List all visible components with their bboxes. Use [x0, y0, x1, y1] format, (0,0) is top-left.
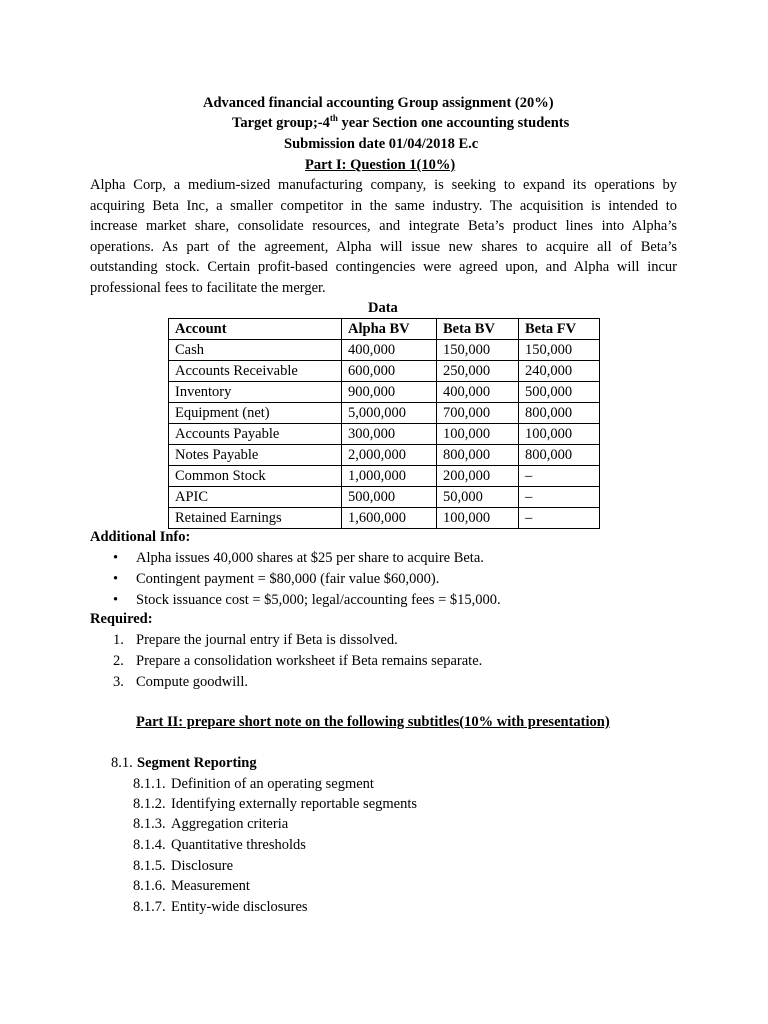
required-number: 3. — [113, 674, 124, 690]
subitem-text: Aggregation criteria — [171, 816, 289, 832]
table-cell: 150,000 — [437, 340, 519, 361]
table-cell: 2,000,000 — [342, 445, 437, 466]
table-cell: Notes Payable — [169, 445, 342, 466]
subitem-text: Disclosure — [171, 858, 234, 874]
table-cell: Retained Earnings — [169, 508, 342, 529]
submission-date: Submission date 01/04/2018 E.c — [284, 136, 479, 152]
intro-line: professional fees to facilitate the merger. — [90, 279, 326, 296]
table-row — [169, 487, 600, 508]
table-cell: 240,000 — [519, 361, 600, 382]
table-row — [169, 445, 600, 466]
table-row — [169, 382, 600, 403]
additional-info-item: Contingent payment = $80,000 (fair value $60,000). — [136, 571, 440, 587]
table-cell: 1,600,000 — [342, 508, 437, 529]
table-cell: 800,000 — [437, 445, 519, 466]
table-cell: 500,000 — [519, 382, 600, 403]
table-cell: 250,000 — [437, 361, 519, 382]
intro-line: acquiring Beta Inc, a smaller competitor in the same industry. The acquisition is intended to — [90, 197, 677, 214]
ordinal-suffix: th — [329, 113, 338, 124]
assignment-title: Advanced financial accounting Group assignment (20%) — [203, 95, 554, 111]
table-cell: 100,000 — [437, 508, 519, 529]
additional-info-title: Additional Info: — [90, 529, 191, 545]
intro-line: increase market share, consolidate resources, and integrate Beta’s product lines into Alpha’s — [90, 218, 677, 235]
subitem-number: 8.1.6. — [133, 878, 166, 894]
table-row — [169, 361, 600, 382]
required-item: Prepare a consolidation worksheet if Beta remains separate. — [136, 653, 483, 669]
table-row — [169, 466, 600, 487]
bullet-icon: • — [113, 571, 119, 587]
table-cell: Accounts Payable — [169, 424, 342, 445]
required-number: 2. — [113, 653, 124, 669]
table-cell: 400,000 — [437, 382, 519, 403]
table-cell: – — [519, 466, 600, 487]
additional-info-item: Alpha issues 40,000 shares at $25 per share to acquire Beta. — [136, 550, 484, 566]
table-cell: 400,000 — [342, 340, 437, 361]
target-group-prefix: Target group;-4 — [232, 115, 330, 131]
subitem-number: 8.1.2. — [133, 796, 166, 812]
subitem-number: 8.1.7. — [133, 899, 166, 915]
table-cell: 100,000 — [437, 424, 519, 445]
table-cell: 800,000 — [519, 403, 600, 424]
header-cell: Alpha BV — [342, 319, 437, 340]
table-cell: Accounts Receivable — [169, 361, 342, 382]
subitem-text: Identifying externally reportable segments — [171, 796, 418, 812]
table-cell: 5,000,000 — [342, 403, 437, 424]
table-row — [169, 340, 600, 361]
subitem-text: Measurement — [171, 878, 250, 894]
table-cell: – — [519, 508, 600, 529]
table-cell: 500,000 — [342, 487, 437, 508]
table-cell: Equipment (net) — [169, 403, 342, 424]
section-number: 8.1. — [111, 755, 133, 771]
intro-line: operations. As part of the agreement, Alpha will issue new shares to acquire all of Beta’s — [90, 238, 677, 255]
part2-title: Part II: prepare short note on the following subtitles(10% with presentation) — [136, 714, 610, 730]
table-cell: – — [519, 487, 600, 508]
table-cell: 100,000 — [519, 424, 600, 445]
table-cell: Cash — [169, 340, 342, 361]
table-row — [169, 424, 600, 445]
header-cell: Account — [169, 319, 342, 340]
table-cell: Common Stock — [169, 466, 342, 487]
table-cell: 1,000,000 — [342, 466, 437, 487]
table-caption: Data — [368, 300, 398, 316]
table-row — [169, 508, 600, 529]
required-item: Compute goodwill. — [136, 674, 248, 690]
table-cell: APIC — [169, 487, 342, 508]
header-cell: Beta FV — [519, 319, 600, 340]
bullet-icon: • — [113, 592, 119, 608]
subitem-number: 8.1.3. — [133, 816, 166, 832]
additional-info-item: Stock issuance cost = $5,000; legal/accounting fees = $15,000. — [136, 592, 501, 608]
table-cell: 900,000 — [342, 382, 437, 403]
section-title: Segment Reporting — [137, 755, 257, 771]
table-header-row — [169, 319, 600, 340]
intro-line: outstanding stock. Certain profit-based contingencies were agreed upon, and Alpha will incur — [90, 259, 677, 276]
table-cell: 300,000 — [342, 424, 437, 445]
data-table — [168, 318, 600, 529]
target-group-suffix: year Section one accounting students — [337, 115, 570, 131]
table-cell: 150,000 — [519, 340, 600, 361]
target-group-line — [232, 113, 569, 133]
required-title: Required: — [90, 611, 153, 627]
intro-line: Alpha Corp, a medium-sized manufacturing company, is seeking to expand its operations by — [90, 177, 677, 193]
required-item: Prepare the journal entry if Beta is dissolved. — [136, 632, 398, 648]
table-cell: 200,000 — [437, 466, 519, 487]
table-cell: 50,000 — [437, 487, 519, 508]
table-cell: 800,000 — [519, 445, 600, 466]
table-cell: Inventory — [169, 382, 342, 403]
subitem-text: Definition of an operating segment — [171, 776, 374, 792]
subitem-number: 8.1.1. — [133, 776, 166, 792]
subitem-number: 8.1.5. — [133, 858, 166, 874]
subitem-text: Quantitative thresholds — [171, 837, 306, 853]
table-cell: 700,000 — [437, 403, 519, 424]
subitem-text: Entity-wide disclosures — [171, 899, 308, 915]
subitem-number: 8.1.4. — [133, 837, 166, 853]
intro-paragraph — [90, 175, 677, 299]
required-number: 1. — [113, 632, 124, 648]
part1-title: Part I: Question 1(10%) — [305, 157, 456, 173]
table-row — [169, 403, 600, 424]
table-cell: 600,000 — [342, 361, 437, 382]
header-cell: Beta BV — [437, 319, 519, 340]
bullet-icon: • — [113, 550, 119, 566]
